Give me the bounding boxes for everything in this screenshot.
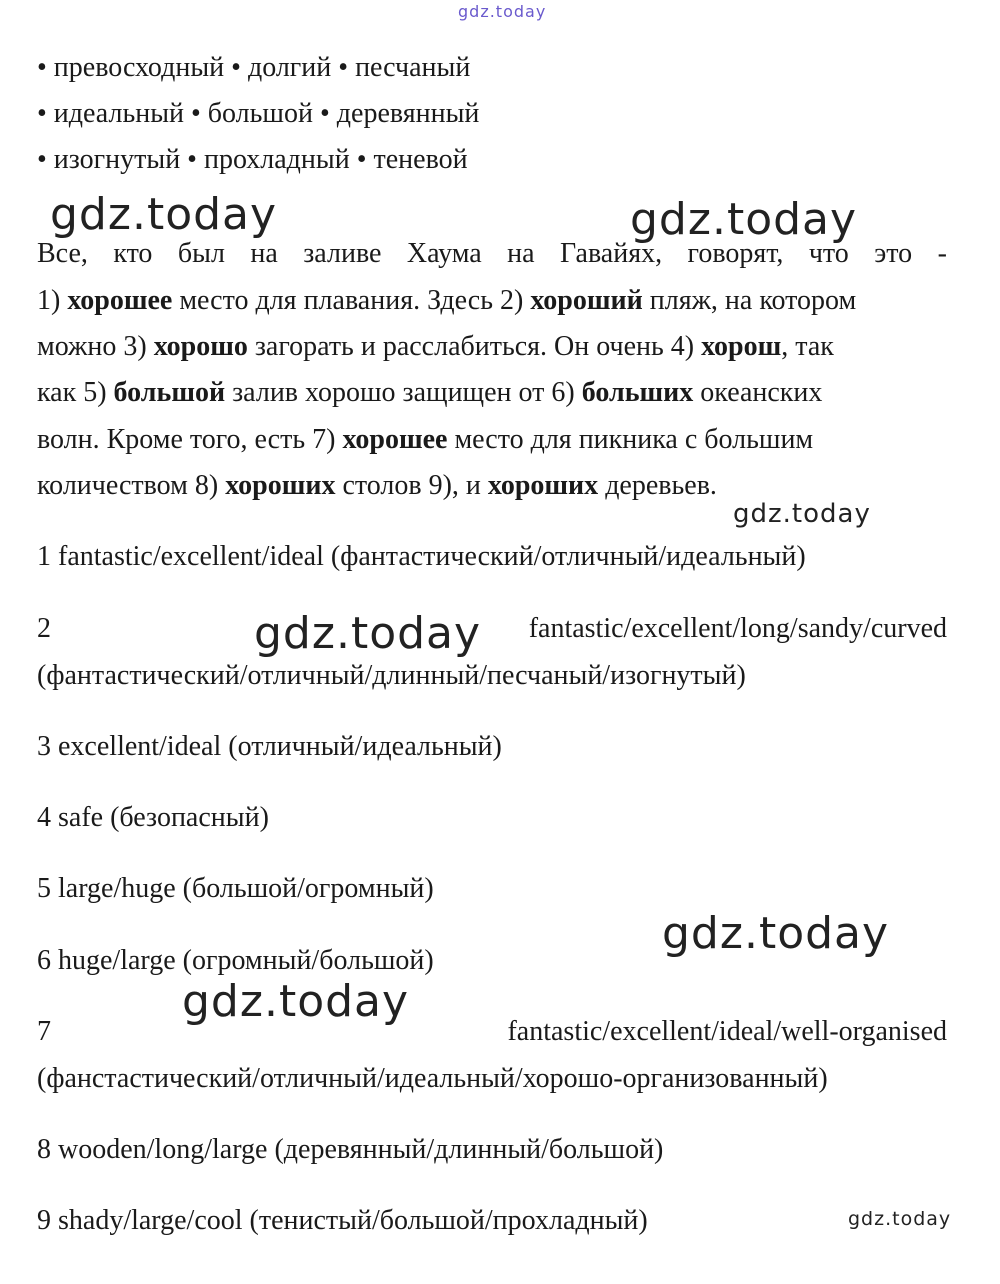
answer-4: 4 safe (безопасный) <box>37 802 269 833</box>
answer-5: 5 large/huge (большой/огромный) <box>37 873 434 904</box>
answer-1: 1 fantastic/excellent/ideal (фантастический/отличный/идеальный) <box>37 541 806 572</box>
text-segment: место для плавания. Здесь 2) <box>172 285 531 316</box>
word: Хаума <box>406 238 482 269</box>
watermark-2: gdz.today <box>630 194 858 245</box>
text-segment: залив хорошо защищен от 6) <box>225 377 582 408</box>
text-segment: волн. Кроме того, есть 7) <box>37 424 343 455</box>
text-segment: место для пикника с большим <box>447 424 814 455</box>
text-segment: , так <box>781 331 834 362</box>
watermark-top: gdz.today <box>458 2 547 21</box>
bold-answer: хорошее <box>342 424 448 455</box>
bold-answer: хорошее <box>67 285 173 316</box>
text-segment: 1) <box>37 285 68 316</box>
bold-answer: хороший <box>530 285 643 316</box>
word: - <box>937 238 947 269</box>
paragraph-line-6 <box>37 470 717 502</box>
paragraph-line-2 <box>37 285 947 317</box>
paragraph-line-3 <box>37 331 947 363</box>
answer-7-russian: (фанстастический/отличный/идеальный/хорошо-организованный) <box>37 1063 828 1094</box>
word: был <box>177 238 225 269</box>
watermark-7: gdz.today <box>848 1208 952 1230</box>
bold-answer: хорошо <box>153 331 248 362</box>
answer-9: 9 shady/large/cool (тенистый/большой/прохладный) <box>37 1205 648 1236</box>
word: на <box>507 238 535 269</box>
text-segment: столов 9), и <box>335 470 488 501</box>
bold-answer: большой <box>113 377 226 408</box>
watermark-6: gdz.today <box>182 976 410 1027</box>
answer-7-english: fantastic/excellent/ideal/well-organised <box>507 1016 947 1047</box>
bold-answer: больших <box>581 377 694 408</box>
answer-2-russian: (фантастический/отличный/длинный/песчаный/изогнутый) <box>37 660 746 691</box>
word: говорят, <box>687 238 784 269</box>
word-list-line-2: • идеальный • большой • деревянный <box>37 98 480 129</box>
word: это <box>874 238 913 269</box>
bold-answer: хорош <box>701 331 782 362</box>
answer-2-english: fantastic/excellent/long/sandy/curved <box>528 613 947 644</box>
paragraph-line-4 <box>37 377 947 409</box>
word: Гавайях, <box>560 238 663 269</box>
word: Все, <box>37 238 88 269</box>
paragraph-line-5 <box>37 424 947 456</box>
watermark-3: gdz.today <box>733 499 871 529</box>
text-segment: можно 3) <box>37 331 154 362</box>
bold-answer: хороших <box>225 470 336 501</box>
text-segment: пляж, на котором <box>642 285 857 316</box>
text-segment: как 5) <box>37 377 114 408</box>
text-segment: загорать и расслабиться. Он очень 4) <box>247 331 702 362</box>
answer-8: 8 wooden/long/large (деревянный/длинный/большой) <box>37 1134 664 1165</box>
watermark-4: gdz.today <box>254 608 482 659</box>
text-segment: количеством 8) <box>37 470 226 501</box>
text-segment: океанских <box>693 377 823 408</box>
word: кто <box>113 238 153 269</box>
watermark-1: gdz.today <box>50 189 278 240</box>
answer-7-number: 7 <box>37 1016 51 1047</box>
word-list-line-3: • изогнутый • прохладный • теневой <box>37 144 468 175</box>
bold-answer: хороших <box>487 470 599 501</box>
word-list-line-1: • превосходный • долгий • песчаный <box>37 52 471 83</box>
text-segment: деревьев. <box>598 470 717 501</box>
word: заливе <box>303 238 382 269</box>
paragraph-line-1 <box>37 238 947 270</box>
answer-2-number: 2 <box>37 613 51 644</box>
answer-6: 6 huge/large (огромный/большой) <box>37 945 434 976</box>
answer-3: 3 excellent/ideal (отличный/идеальный) <box>37 731 502 762</box>
watermark-5: gdz.today <box>662 908 890 959</box>
word: на <box>250 238 278 269</box>
word: что <box>808 238 849 269</box>
